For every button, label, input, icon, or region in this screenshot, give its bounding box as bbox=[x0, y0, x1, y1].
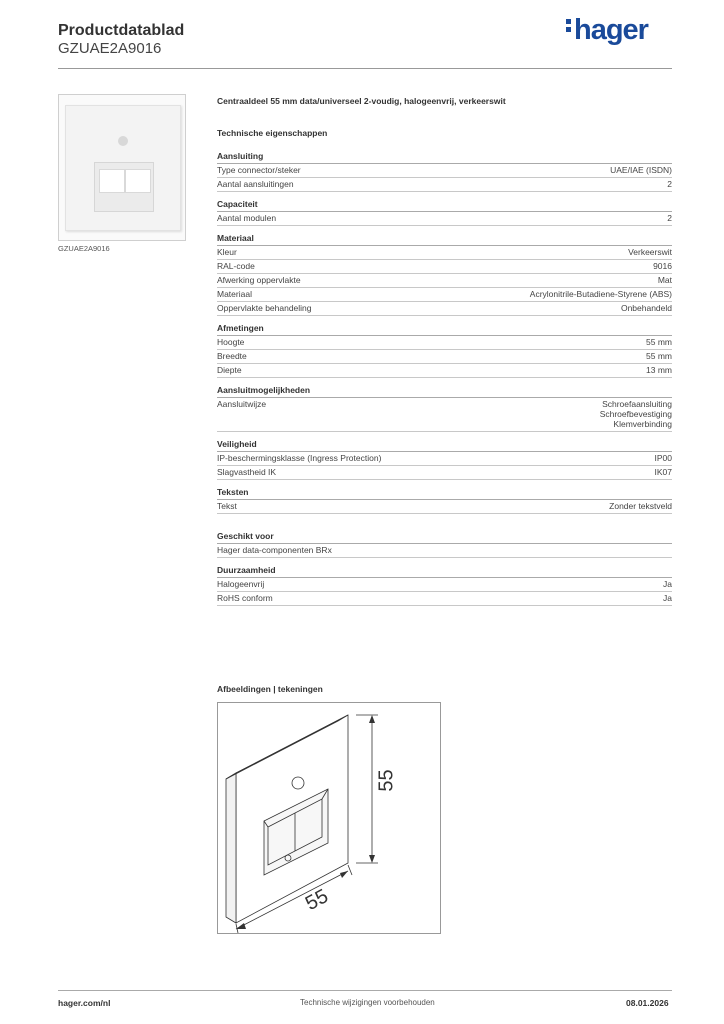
section-title: Materiaal bbox=[217, 233, 672, 246]
footer-date: 08.01.2026 bbox=[626, 998, 669, 1008]
spec-row: Slagvastheid IK IK07 bbox=[217, 466, 672, 480]
hager-logo: hager bbox=[566, 14, 648, 47]
spec-row: Aantal aansluitingen 2 bbox=[217, 178, 672, 192]
section-title: Teksten bbox=[217, 487, 672, 500]
spec-row: Diepte 13 mm bbox=[217, 364, 672, 378]
section-veiligheid bbox=[217, 439, 672, 480]
section-title: Geschikt voor bbox=[217, 531, 672, 544]
section-geschikt-voor bbox=[217, 531, 672, 558]
section-title: Aansluiting bbox=[217, 151, 672, 164]
section-title: Afmetingen bbox=[217, 323, 672, 336]
port-left bbox=[99, 169, 125, 193]
spec-row: RoHS conform Ja bbox=[217, 592, 672, 606]
section-title: Veiligheid bbox=[217, 439, 672, 452]
spec-row: Aantal modulen 2 bbox=[217, 212, 672, 226]
section-title: Duurzaamheid bbox=[217, 565, 672, 578]
data-insert bbox=[94, 162, 154, 212]
section-aansluitmogelijkheden bbox=[217, 385, 672, 432]
section-title: Capaciteit bbox=[217, 199, 672, 212]
technical-title: Technische eigenschappen bbox=[217, 128, 328, 138]
spec-row: Type connector/steker UAE/IAE (ISDN) bbox=[217, 164, 672, 178]
section-title: Aansluitmogelijkheden bbox=[217, 385, 672, 398]
section-teksten bbox=[217, 487, 672, 514]
cover-plate-image bbox=[65, 105, 181, 231]
product-code: GZUAE2A9016 bbox=[58, 40, 162, 57]
product-description: Centraaldeel 55 mm data/universeel 2-voudig, halogeenvrij, verkeerswit bbox=[217, 96, 506, 106]
spec-row: Materiaal Acrylonitrile-Butadiene-Styrene (ABS) bbox=[217, 288, 672, 302]
spec-row: Oppervlakte behandeling Onbehandeld bbox=[217, 302, 672, 316]
spec-row: Kleur Verkeerswit bbox=[217, 246, 672, 260]
screw-hole bbox=[118, 136, 128, 146]
drawing-title: Afbeeldingen | tekeningen bbox=[217, 684, 323, 694]
spec-row: Tekst Zonder tekstveld bbox=[217, 500, 672, 514]
spec-row: Breedte 55 mm bbox=[217, 350, 672, 364]
header-divider bbox=[58, 68, 672, 69]
spec-row: Aansluitwijze Schroefaansluiting Schroefbevestiging Klemverbinding bbox=[217, 398, 672, 432]
footer-disclaimer: Technische wijzigingen voorbehouden bbox=[300, 998, 435, 1007]
port-right bbox=[125, 169, 151, 193]
page-title: Productdatablad bbox=[58, 22, 185, 39]
spec-row: Afwerking oppervlakte Mat bbox=[217, 274, 672, 288]
section-afmetingen bbox=[217, 323, 672, 378]
section-aansluiting bbox=[217, 151, 672, 192]
section-materiaal bbox=[217, 233, 672, 316]
dimension-width-label: 55 bbox=[301, 885, 332, 915]
spec-row: Hager data-componenten BRx bbox=[217, 544, 672, 558]
spec-row: RAL-code 9016 bbox=[217, 260, 672, 274]
spec-row: Hoogte 55 mm bbox=[217, 336, 672, 350]
spec-content bbox=[217, 96, 672, 613]
section-duurzaamheid bbox=[217, 565, 672, 606]
spec-row: Halogeenvrij Ja bbox=[217, 578, 672, 592]
spec-row: IP-beschermingsklasse (Ingress Protection) IP00 bbox=[217, 452, 672, 466]
thumbnail-caption: GZUAE2A9016 bbox=[58, 244, 110, 253]
technical-drawing bbox=[217, 702, 441, 934]
footer-divider bbox=[58, 990, 672, 991]
product-thumbnail bbox=[58, 94, 186, 241]
logo-dots-icon bbox=[566, 16, 572, 35]
section-capaciteit bbox=[217, 199, 672, 226]
footer-website[interactable]: hager.com/nl bbox=[58, 998, 111, 1008]
dimension-height-label: 55 bbox=[375, 769, 398, 792]
